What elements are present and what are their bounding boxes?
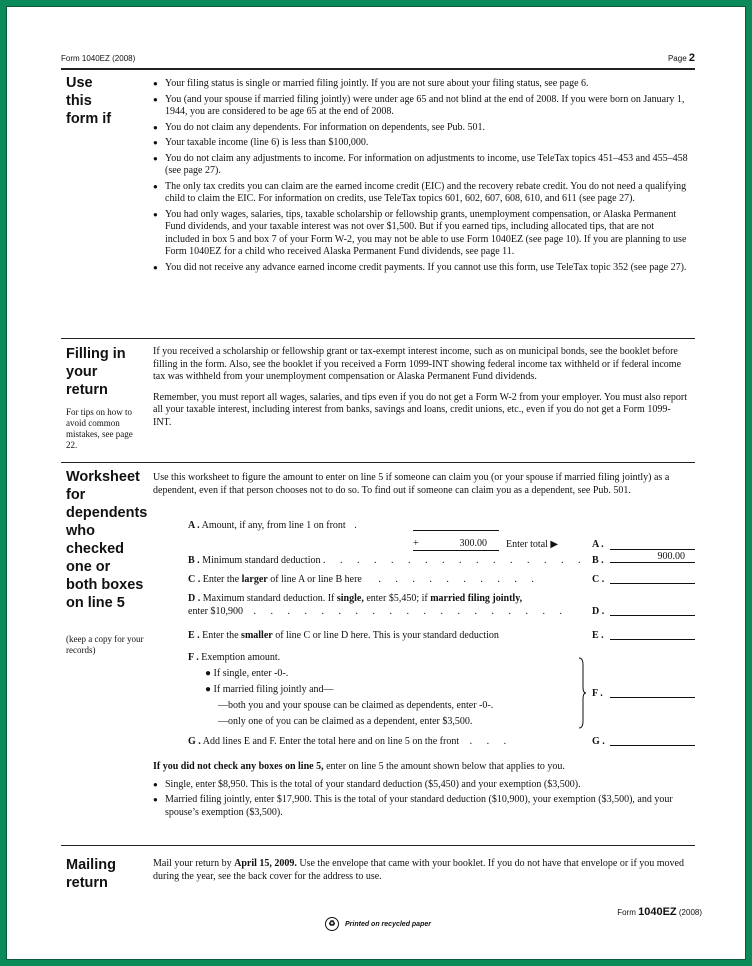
tips-note: For tips on how to avoid common mistakes, see page 22. bbox=[66, 407, 133, 450]
box-e-label: E . bbox=[592, 630, 604, 641]
enter-total-label: Enter total ▶ bbox=[506, 539, 559, 550]
worksheet-intro: Use this worksheet to figure the amount to enter on line 5 if someone can claim you (or your spouse if married filing jointly) as a dependent, even if that person chooses not to do so. To find out if someone can claim you as a dependent, see Pub. 501. bbox=[153, 472, 670, 496]
use-form-body bbox=[153, 78, 689, 277]
mailing-body: Mail your return by April 15, 2009. Use the envelope that came with your booklet. If you do not have that envelope or if you moved during the year, see the back cover for the address to use. bbox=[153, 858, 684, 882]
divider bbox=[61, 462, 695, 463]
line-d-label-cont: enter $10,900 . . . . . . . . . . . . . . . . . . . bbox=[188, 606, 568, 617]
line-a-input[interactable] bbox=[413, 518, 499, 531]
line-f-both: —both you and your spouse can be claimed as dependents, enter -0-. bbox=[218, 700, 494, 711]
line-e-label: E . Enter the smaller of line C or line D here. This is your standard deduction bbox=[188, 630, 499, 641]
line-f-married: ● If married filing jointly and— bbox=[205, 684, 334, 695]
eligibility-bullet: ● You did not receive any advance earned income credit payments. If you cannot use this form, use TeleTax topic 352 (see page 27). bbox=[153, 262, 689, 275]
box-f-label: F . bbox=[592, 688, 603, 699]
divider bbox=[61, 68, 695, 70]
eligibility-bullet: ● You (and your spouse if married filing jointly) were under age 65 and not blind at the end of 2008. If you were born on January 1, 1944, you are considered to be age 65 at the end of 2008. bbox=[153, 94, 689, 119]
box-e-input[interactable] bbox=[610, 627, 695, 640]
eligibility-bullet: ● You do not claim any dependents. For information on dependents, see Pub. 501. bbox=[153, 122, 689, 135]
right-brace-icon bbox=[578, 657, 586, 729]
filling-title: Filling in your return bbox=[66, 346, 126, 398]
line-f-single: ● If single, enter -0-. bbox=[205, 668, 289, 679]
page-header bbox=[61, 52, 695, 66]
box-a-input[interactable] bbox=[610, 537, 695, 550]
box-b-input[interactable]: 900.00 bbox=[610, 551, 695, 563]
married-amount: ● Married filing jointly, enter $17,900. This is the total of your standard deduction ($10,900), your exemption ($3,500), and your spouse’s exemption ($3,500). bbox=[153, 794, 693, 819]
recycled-note: ♻ Printed on recycled paper bbox=[325, 917, 431, 931]
single-amount: ● Single, enter $8,950. This is the total of your standard deduction ($5,450) and your exemption ($3,500). bbox=[153, 779, 693, 792]
line-f-one: —only one of you can be claimed as a dependent, enter $3,500. bbox=[218, 716, 473, 727]
line-a-label: A . Amount, if any, from line 1 on front . bbox=[188, 520, 357, 531]
line-c-label: C . Enter the larger of line A or line B here . . . . . . . . . . bbox=[188, 574, 540, 585]
eligibility-bullet: ● Your taxable income (line 6) is less than $100,000. bbox=[153, 137, 689, 150]
eligibility-bullet: ● The only tax credits you can claim are the earned income credit (EIC) and the recovery rebate credit. You do not need a qualifying child to claim the EIC. For information on credits, use TeleTax topics 601, 602, 607, 608, 610, and 611 (see page 27). bbox=[153, 181, 689, 206]
eligibility-bullet: ● Your filing status is single or married filing jointly. If you are not sure about your filing status, see page 6. bbox=[153, 78, 689, 91]
worksheet-title: Worksheet for dependents who checked one or both boxes on line 5 bbox=[66, 469, 148, 611]
filling-body bbox=[153, 346, 689, 437]
box-b-label: B . bbox=[592, 555, 604, 566]
box-a-label: A . bbox=[592, 539, 604, 550]
box-g-input[interactable] bbox=[610, 733, 695, 746]
filling-paragraph: Remember, you must report all wages, salaries, and tips even if you do not get a Form W-2 from your employer. You must also report all your taxable interest, including interest from banks, savings and loans, credit unions, etc., even if you do not get a Form 1099-INT. bbox=[153, 391, 688, 428]
box-c-input[interactable] bbox=[610, 571, 695, 584]
form-name: Form 1040EZ (2008) bbox=[61, 54, 136, 63]
use-form-title: Use this form if bbox=[66, 75, 112, 127]
box-d-input[interactable] bbox=[610, 603, 695, 616]
worksheet-note: (keep a copy for your records) bbox=[66, 634, 144, 655]
no-check-instruction: If you did not check any boxes on line 5, enter on line 5 the amount shown below that applies to you. bbox=[153, 761, 565, 772]
recycle-icon: ♻ bbox=[325, 917, 339, 931]
no-check-section bbox=[153, 761, 693, 822]
divider bbox=[61, 845, 695, 846]
eligibility-bullet: ● You had only wages, salaries, tips, taxable scholarship or fellowship grants, unemployment compensation, or Alaska Permanent Fund dividends, and your taxable interest was not over $1,500. But if you earned tips, including allocated tips, that are not included in box 5 and box 7 of your Form W-2, you may not be able to use Form 1040EZ (see page 10). If you are planning to use Form 1040EZ for a child who received Alaska Permanent Fund dividends, see page 11. bbox=[153, 209, 689, 259]
box-d-label: D . bbox=[592, 606, 605, 617]
box-g-label: G . bbox=[592, 736, 605, 747]
line-b-label: B . Minimum standard deduction . . . . . . . . . . . . . . . . bbox=[188, 555, 587, 566]
box-c-label: C . bbox=[592, 574, 605, 585]
divider bbox=[61, 338, 695, 339]
eligibility-bullet: ● You do not claim any adjustments to income. For information on adjustments to income, use TeleTax topics 451–453 and 455–458 (see page 27). bbox=[153, 153, 689, 178]
line-f-label: F . Exemption amount. bbox=[188, 652, 281, 663]
box-f-input[interactable] bbox=[610, 685, 695, 698]
line-g-label: G . Add lines E and F. Enter the total here and on line 5 on the front . . . bbox=[188, 736, 513, 747]
mailing-title: Mailing return bbox=[66, 857, 116, 891]
line-a-plus: + 300.00 bbox=[413, 538, 499, 551]
filling-paragraph: If you received a scholarship or fellowship grant or tax-exempt interest income, such as on municipal bonds, see the booklet before filling in the form. Also, see the booklet if you received a Form 1099-INT showing federal income tax withheld or if federal income tax was withheld from your unemployment compensation or Alaska Permanent Fund dividends. bbox=[153, 346, 682, 382]
page-footer: Form 1040EZ (2008) bbox=[617, 906, 702, 918]
page-number-label: Page 2 bbox=[667, 52, 695, 64]
line-d-label: D . Maximum standard deduction. If single, enter $5,450; if married filing jointly, bbox=[188, 593, 523, 604]
